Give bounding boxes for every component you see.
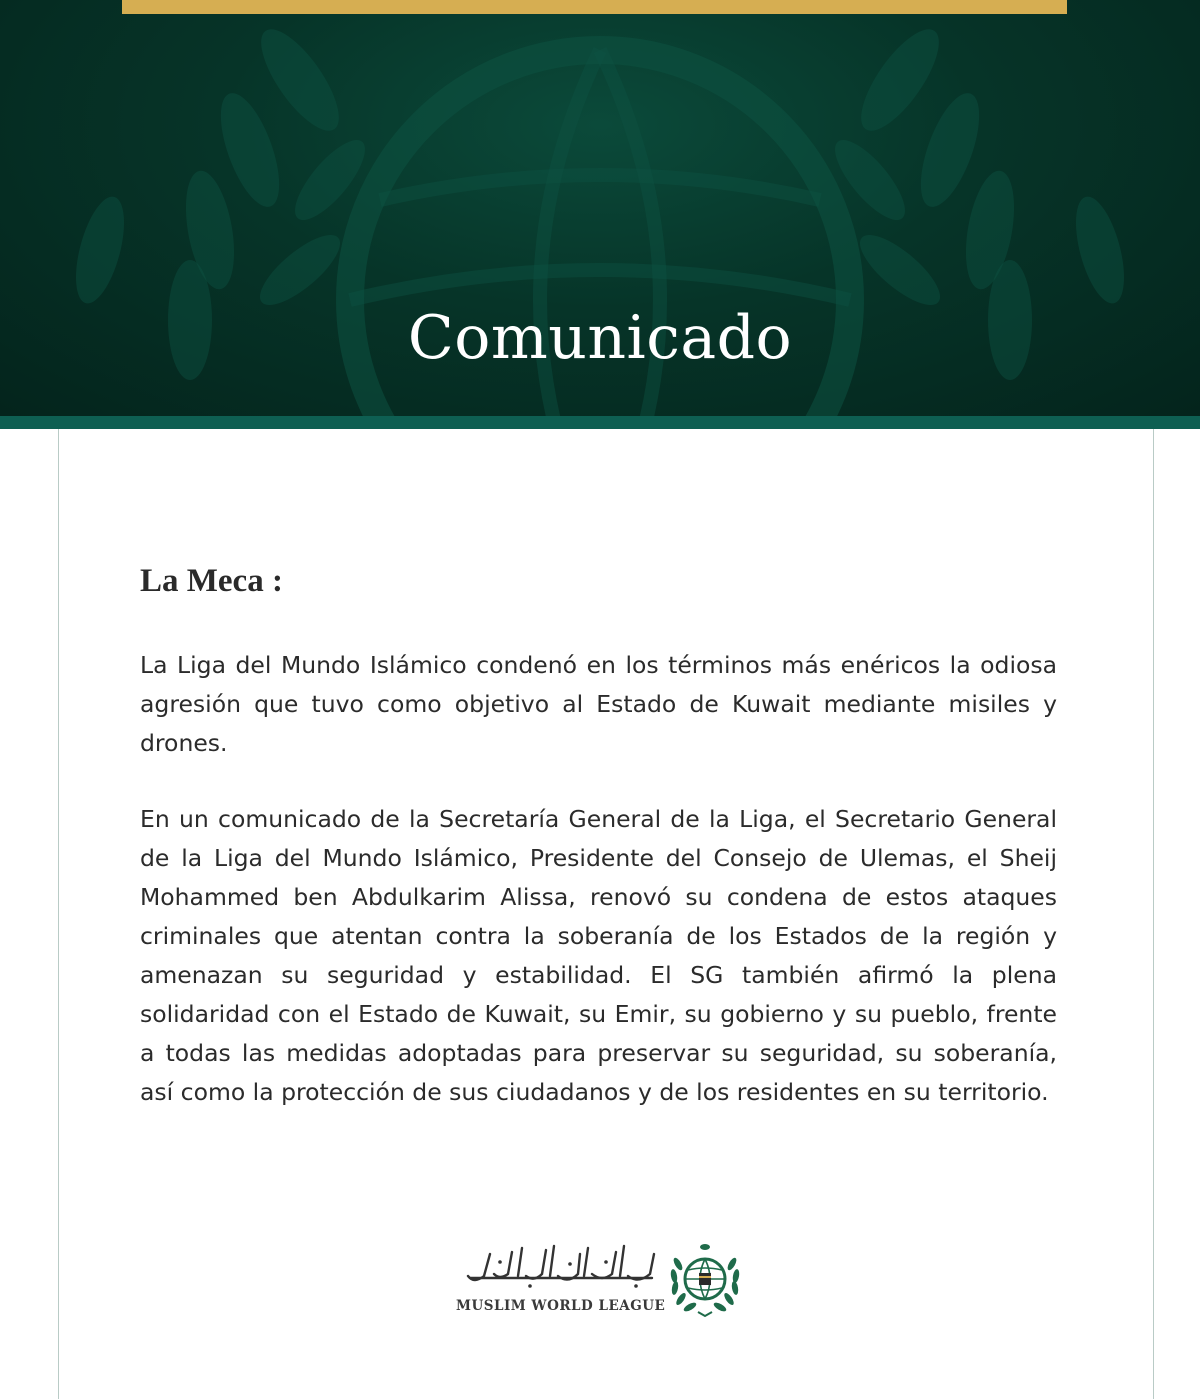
- gold-accent-bar: [122, 0, 1067, 14]
- arabic-calligraphy-wordmark: [460, 1240, 660, 1290]
- header-divider-strip: [0, 416, 1200, 429]
- muslim-world-league-logo: [456, 1240, 746, 1320]
- body-paragraph-1: La Liga del Mundo Islámico condenó en los términos más enéricos la odiosa agresión que tuvo como objetivo al Estado de Kuwait mediante misiles y drones.: [140, 651, 1057, 757]
- organization-name: MUSLIM WORLD LEAGUE: [456, 1298, 666, 1314]
- frame-border-left: [58, 429, 59, 1399]
- globe-laurel-emblem-icon: [668, 1242, 742, 1318]
- frame-border-right: [1153, 429, 1154, 1399]
- communique-body: [140, 558, 1057, 1149]
- header-banner: [0, 0, 1200, 416]
- body-paragraph-2: En un comunicado de la Secretaría General de la Liga, el Secretario General de la Liga del Mundo Islámico, Presidente del Consejo de Ulemas, el Sheij Mohammed ben Abdulkarim Alissa, renovó su condena de estos ataques criminales que atentan contra la soberanía de los Estados de la región y amenazan su seguridad y estabilidad. El SG también afirmó la plena solidaridad con el Estado de Kuwait, su Emir, su gobierno y su pueblo, frente a todas las medidas adoptadas para preservar su seguridad, su soberanía, así como la protección de sus ciudadanos y de los residentes en su territorio.: [140, 805, 1057, 1106]
- page-title: Comunicado: [407, 303, 793, 373]
- dateline-location: La Meca :: [140, 563, 283, 599]
